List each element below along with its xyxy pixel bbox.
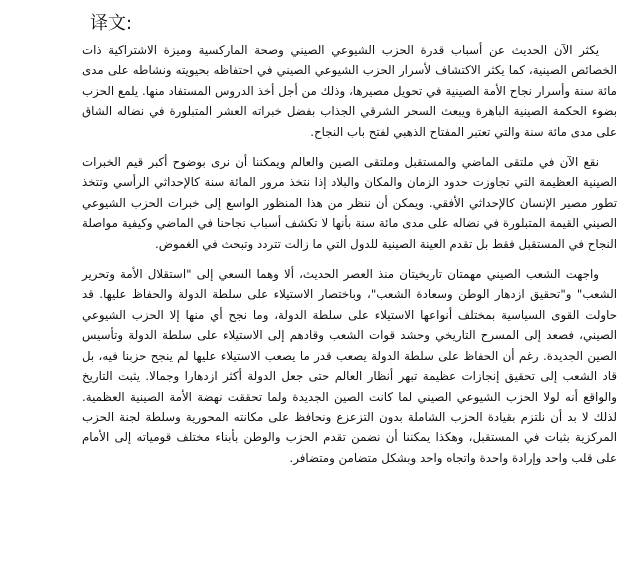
paragraph-1: يكثر الآن الحديث عن أسباب قدرة الحزب الشيوعي الصيني وصحة الماركسية وميزة الاشتراكية ذات الخصائص الصينية، كما يكثر الاكتشاف لأسرار الحزب الشيوعي الصيني في احتفاظه بحيويته ونشاطه على مدى مائة سنة وأسرار نجاح الأمة الصينية في تحويل مصيرها، وذلك من أجل أخذ الدروس المستفاد منها. يلمع الحزب بضوء الحكمة الصينية الباهرة ويبعث السحر الشرقي الجذاب بفضل خبراته العشر المتبلورة في نضاله الشاق على مدى مائة سنة والتي تعتبر المفتاح الذهبي لفتح باب النجاح. — [82, 43, 617, 139]
paragraph-3: واجهت الشعب الصيني مهمتان تاريخيتان منذ العصر الحديث، ألا وهما السعي إلى "استقلال الأمة وتحرير الشعب" و"تحقيق ازدهار الوطن وسعادة الشعب"، وباختصار الاستيلاء على سلطة الدولة والحفاظ عليها. قد حاولت القوى السياسية بمختلف أنواعها الاستيلاء على سلطة الدولة، وما نجح أي منها إلا الحزب الشيوعي الصيني، فصعد إلى المسرح التاريخي وحشد قوات الشعب وقادهم إلى الاستيلاء على سلطة الدولة وتأسيس الصين الجديدة. رغم أن الحفاظ على سلطة الدولة يصعب قدر ما يصعب الاستيلاء عليها لم ينجح حزبنا فيه، بل قاد الشعب إلى تحقيق إنجازات عظيمة تبهر أنظار العالم حتى جعل الدولة أكثر ازدهارا وجمالا. يثبت التاريخ والواقع أنه لولا الحزب الشيوعي الصيني لما كانت الصين الجديدة ولما تحققت نهضة الأمة الصينية العظمية. لذلك لا بد أن نلتزم بقيادة الحزب الشاملة بدون التزعزع ونحافظ على مكانته المحورية وسلطة لجنة الحزب المركزية بثبات في المستقبل، وهكذا يمكننا أن نضمن تقدم الحزب والوطن بأبناء مختلف قومياته إلى الأمام على قلب واحد وإرادة واحدة واتجاه واحد وبشكل متضامن ومتضافر. — [82, 267, 617, 465]
document-body — [82, 40, 617, 468]
page-heading: 译文: — [90, 13, 133, 34]
paragraph-2: نقع الآن في ملتقى الماضي والمستقبل وملتقى الصين والعالم ويمكننا أن نرى بوضوح أكبر قيم الخبرات الصينية العظيمة التي تجاوزت حدود الزمان والمكان والبلاد إذا نتخذ مرور المائة سنة كالإحداثي الرأسي وتتخذ تطور مصير الإنسان كالإحداثي الأفقي. ويمكن أن ننظر من هذا المنظور الواسع إلى خبرات الحزب الشيوعي الصيني القيمة المتبلورة في نضاله على مدى مائة سنة بأنها لا تكشف أسباب نجاحنا في الماضي وكيفية مواصلة النجاح في المستقبل فقط بل تقدم العينة الصينية للدول التي ما زالت تتردد وتبحث في الغموض. — [82, 155, 617, 251]
